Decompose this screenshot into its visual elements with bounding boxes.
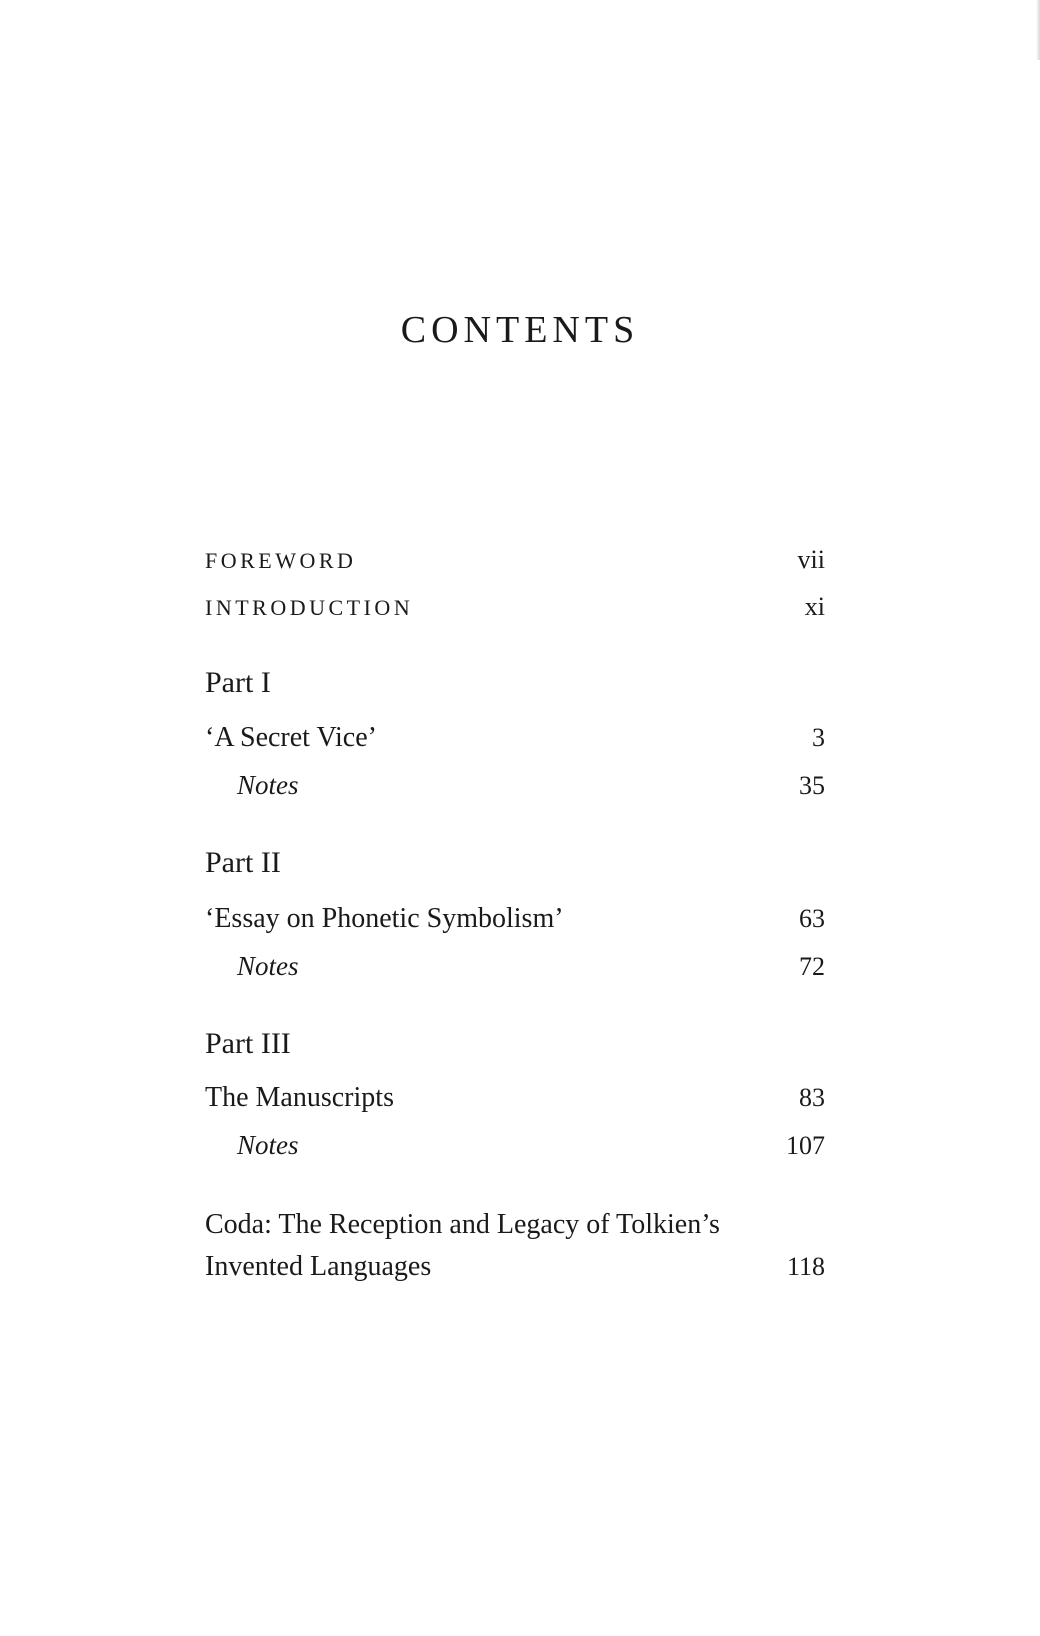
toc-entry-page: xi xyxy=(804,592,825,621)
toc-entry-page: 107 xyxy=(786,1131,825,1160)
toc-entry-page: 3 xyxy=(812,723,825,752)
page-edge-shadow xyxy=(1036,0,1040,60)
toc-entry-label: ‘A Secret Vice’ xyxy=(205,722,377,753)
part-heading-1: Part I xyxy=(205,666,271,699)
toc-entry-notes-2 xyxy=(205,951,825,982)
toc-entry-page: vii xyxy=(797,545,825,574)
toc-entry-secret-vice xyxy=(205,722,825,754)
coda-title-line-2-row xyxy=(205,1246,825,1288)
coda-title-line-1: Coda: The Reception and Legacy of Tolkien’s xyxy=(205,1209,720,1240)
coda-title-line-2: Invented Languages xyxy=(205,1251,432,1282)
part-heading-2: Part II xyxy=(205,846,281,879)
toc-entry-phonetic-symbolism xyxy=(205,903,825,935)
toc-entry-page: 63 xyxy=(799,904,825,933)
toc-entry-label: Notes xyxy=(237,770,299,800)
toc-entry-coda xyxy=(205,1204,825,1288)
toc-entry-foreword xyxy=(205,545,825,575)
toc-entry-label: FOREWORD xyxy=(205,548,357,573)
toc-entry-page: 83 xyxy=(799,1083,825,1112)
toc-entry-page: 35 xyxy=(799,771,825,800)
contents-title: CONTENTS xyxy=(400,309,640,351)
toc-entry-label: The Manuscripts xyxy=(205,1082,394,1113)
toc-entry-page: 72 xyxy=(799,952,825,981)
toc-entry-introduction xyxy=(205,592,825,622)
toc-entry-notes-1 xyxy=(205,770,825,801)
part-heading-3: Part III xyxy=(205,1027,291,1060)
toc-entry-label: ‘Essay on Phonetic Symbolism’ xyxy=(205,903,564,934)
toc-entry-notes-3 xyxy=(205,1130,825,1161)
toc-entry-manuscripts xyxy=(205,1082,825,1114)
toc-entry-label: INTRODUCTION xyxy=(205,595,414,620)
toc-entry-label: Notes xyxy=(237,951,299,981)
toc-entry-label: Notes xyxy=(237,1130,299,1160)
toc-entry-page: 118 xyxy=(786,1252,825,1281)
